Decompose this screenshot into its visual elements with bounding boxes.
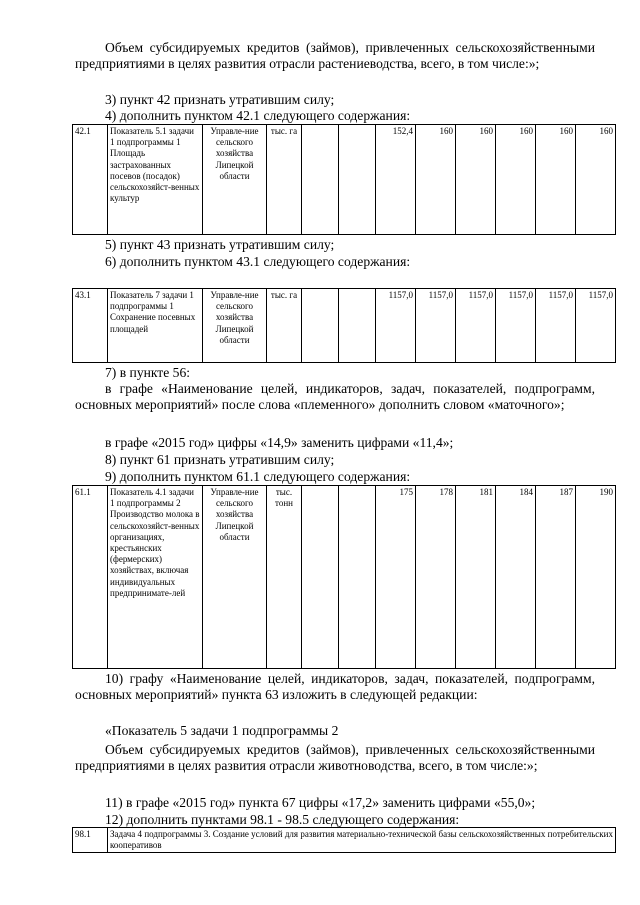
- value-cell: 1157,0: [416, 289, 456, 363]
- executor: Управле-ние сельского хозяйства Липецкой области: [203, 486, 267, 669]
- value-cell: [339, 486, 376, 669]
- value-cell: 160: [496, 125, 536, 235]
- value-cell: 152,4: [376, 125, 416, 235]
- table-item-43-1: [72, 288, 616, 363]
- paragraph-item-8: 8) пункт 61 признать утратившим силу;: [105, 452, 335, 467]
- value-cell: 187: [536, 486, 576, 669]
- paragraph-item-11: 11) в графе «2015 год» пункта 67 цифры «17,2» заменить цифрами «55,0»;: [105, 795, 536, 810]
- paragraph-text: 10) графу «Наименование целей, индикаторов, задач, показателей, подпрограмм, основных мероприятий» пункта 63 изложить в следующей редакции:: [75, 671, 595, 702]
- value-cell: [302, 125, 339, 235]
- paragraph-text: в графе «Наименование целей, индикаторов, задач, показателей, подпрограмм, основных мероприятий» после слова «племенного» дополнить словом «маточного»;: [75, 381, 595, 412]
- table-item-98-1: [72, 827, 616, 853]
- paragraph-indicator-livestock: [75, 742, 595, 773]
- value-cell: 160: [536, 125, 576, 235]
- paragraph-item-3: 3) пункт 42 признать утратившим силу;: [105, 92, 335, 107]
- row-number: 43.1: [73, 289, 108, 363]
- paragraph-item-7-b: в графе «2015 год» цифры «14,9» заменить цифрами «11,4»;: [105, 435, 454, 450]
- table-row: [73, 828, 616, 853]
- executor: Управле-ние сельского хозяйства Липецкой области: [203, 289, 267, 363]
- paragraph-item-12: 12) дополнить пунктами 98.1 - 98.5 следующего содержания:: [105, 812, 460, 827]
- value-cell: 160: [416, 125, 456, 235]
- paragraph-indicator-crop: [75, 40, 595, 71]
- value-cell: 1157,0: [456, 289, 496, 363]
- value-cell: [302, 289, 339, 363]
- value-cell: [302, 486, 339, 669]
- value-cell: 1157,0: [496, 289, 536, 363]
- paragraph-item-10-quote: «Показатель 5 задачи 1 подпрограммы 2: [105, 723, 339, 738]
- value-cell: 181: [456, 486, 496, 669]
- table-item-61-1: [72, 485, 616, 669]
- indicator-name: Показатель 4.1 задачи 1 подпрограммы 2 Производство молока в сельскохозяйст-венных организациях, крестьянских (фермерских) хозяйствах, включая индивидуальных предпринимате-лей: [108, 486, 203, 669]
- unit: тыс. га: [267, 289, 302, 363]
- row-number: 98.1: [73, 828, 108, 853]
- paragraph-text: Объем субсидируемых кредитов (займов), привлеченных сельскохозяйственными предприятиями в целях развития отрасли животноводства, всего, в том числе:»;: [75, 742, 595, 773]
- table-row: [73, 289, 616, 363]
- value-cell: 178: [416, 486, 456, 669]
- paragraph-item-9: 9) дополнить пунктом 61.1 следующего содержания:: [105, 469, 411, 484]
- row-number: 42.1: [73, 125, 108, 235]
- value-cell: 160: [456, 125, 496, 235]
- paragraph-item-6: 6) дополнить пунктом 43.1 следующего содержания:: [105, 254, 411, 269]
- value-cell: 1157,0: [576, 289, 616, 363]
- executor: Управле-ние сельского хозяйства Липецкой области: [203, 125, 267, 235]
- value-cell: [339, 125, 376, 235]
- value-cell: 184: [496, 486, 536, 669]
- indicator-name: Показатель 7 задачи 1 подпрограммы 1 Сохранение посевных площадей: [108, 289, 203, 363]
- value-cell: 1157,0: [536, 289, 576, 363]
- table-row: [73, 486, 616, 669]
- value-cell: [339, 289, 376, 363]
- unit: тыс. га: [267, 125, 302, 235]
- value-cell: 190: [576, 486, 616, 669]
- value-cell: 1157,0: [376, 289, 416, 363]
- row-number: 61.1: [73, 486, 108, 669]
- table-item-42-1: [72, 124, 616, 235]
- paragraph-text: Объем субсидируемых кредитов (займов), привлеченных сельскохозяйственными предприятиями в целях развития отрасли растениеводства, всего, в том числе:»;: [75, 40, 595, 71]
- value-cell: 160: [576, 125, 616, 235]
- value-cell: 175: [376, 486, 416, 669]
- paragraph-item-4: 4) дополнить пунктом 42.1 следующего содержания:: [105, 108, 411, 123]
- paragraph-item-5: 5) пункт 43 признать утратившим силу;: [105, 237, 335, 252]
- indicator-name: Показатель 5.1 задачи 1 подпрограммы 1 Площадь застрахованных посевов (посадок) сельскохозяйст-венных культур: [108, 125, 203, 235]
- paragraph-item-7: 7) в пункте 56:: [105, 365, 191, 380]
- paragraph-item-7-a: [75, 381, 595, 412]
- unit: тыс. тонн: [267, 486, 302, 669]
- task-name: Задача 4 подпрограммы 3. Создание условий для развития материально-технической базы сельскохозяйственных потребительских кооперативов: [108, 828, 616, 853]
- paragraph-item-10: [75, 671, 595, 702]
- table-row: [73, 125, 616, 235]
